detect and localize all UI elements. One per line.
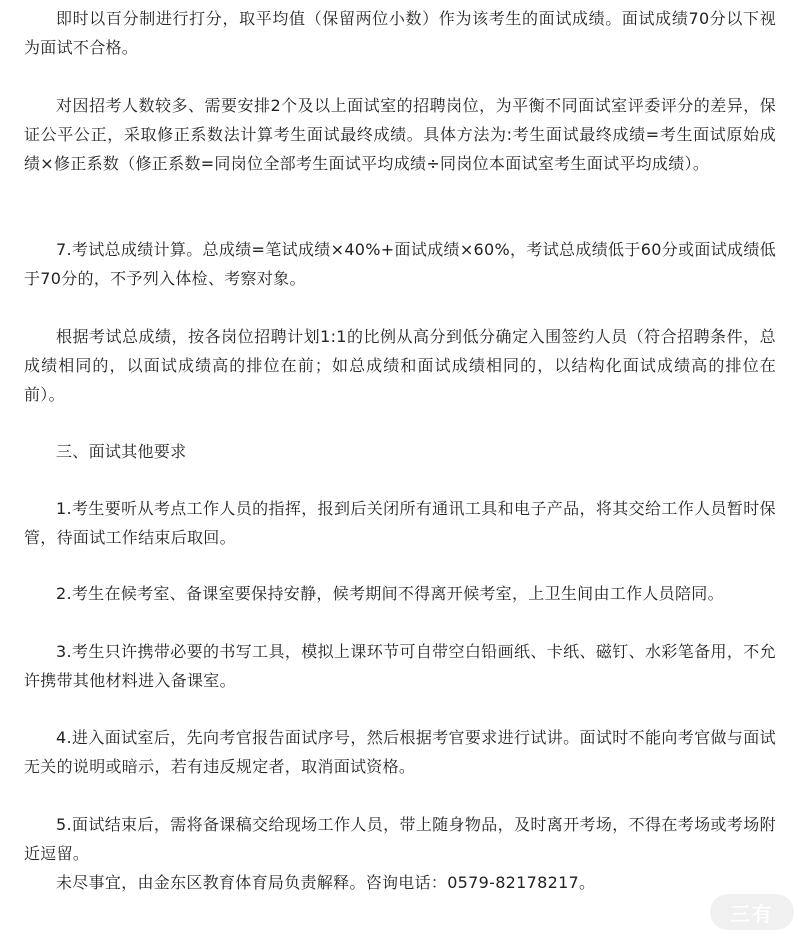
watermark-badge: [710, 894, 794, 930]
rule-item-3: 3.考生只许携带必要的书写工具，模拟上课环节可自带空白铅画纸、卡纸、磁钉、水彩笔备用，不允许携带其他材料进入备课室。: [24, 642, 776, 690]
paragraph-correction-coefficient: 对因招考人数较多、需要安排2个及以上面试室的招聘岗位，为平衡不同面试室评委评分的差异，保证公平公正，采取修正系数法计算考生面试最终成绩。具体方法为:考生面试最终成绩=考生面试原始成绩×修正系数（修正系数=同岗位全部考生面试平均成绩÷同岗位本面试室考生面试平均成绩）。: [24, 96, 776, 173]
section-heading-other-requirements: 三、面试其他要求: [56, 442, 187, 461]
paragraph-ranking-rule: 根据考试总成绩，按各岗位招聘计划1:1的比例从高分到低分确定入围签约人员（符合招聘条件，总成绩相同的，以面试成绩高的排位在前；如总成绩和面试成绩相同的，以结构化面试成绩高的排位在前）。: [24, 327, 776, 404]
paragraph-total-score: 7.考试总成绩计算。总成绩=笔试成绩×40%+面试成绩×60%，考试总成绩低于60分或面试成绩低于70分的，不予列入体检、考察对象。: [24, 240, 776, 288]
paragraph-score-calculation: 即时以百分制进行打分，取平均值（保留两位小数）作为该考生的面试成绩。面试成绩70分以下视为面试不合格。: [24, 9, 776, 57]
closing-note: 未尽事宜，由金东区教育体育局负责解释。咨询电话：0579-82178217。: [56, 873, 596, 892]
rule-item-4: 4.进入面试室后，先向考官报告面试序号，然后根据考官要求进行试讲。面试时不能向考官做与面试无关的说明或暗示，若有违反规定者，取消面试资格。: [24, 728, 776, 776]
rule-item-1: 1.考生要听从考点工作人员的指挥，报到后关闭所有通讯工具和电子产品，将其交给工作人员暂时保管，待面试工作结束后取回。: [24, 499, 776, 547]
rule-item-5: 5.面试结束后，需将备课稿交给现场工作人员，带上随身物品，及时离开考场，不得在考场或考场附近逗留。: [24, 815, 776, 863]
rule-item-2: 2.考生在候考室、备课室要保持安静，候考期间不得离开候考室，上卫生间由工作人员陪同。: [56, 584, 724, 603]
watermark-text: 三有: [730, 901, 774, 926]
